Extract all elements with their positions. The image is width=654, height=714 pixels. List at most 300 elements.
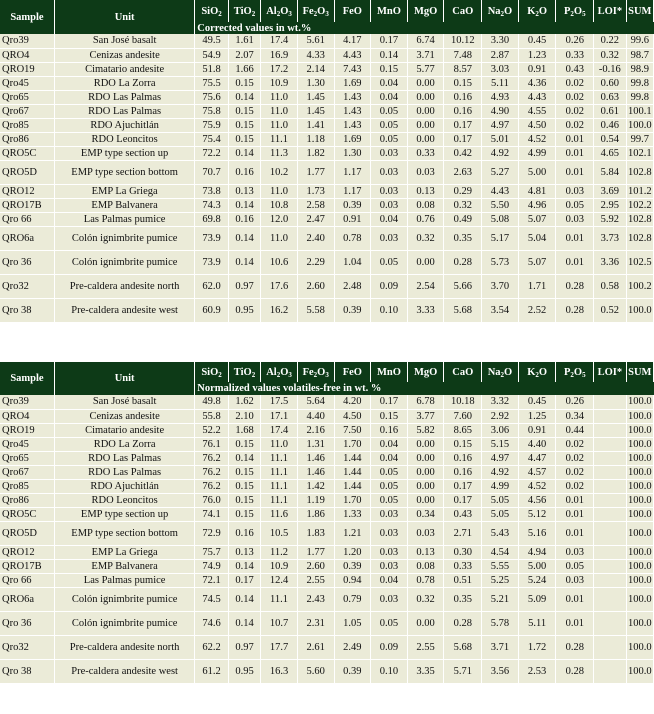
value-cell: 3.36	[594, 250, 626, 274]
unit-name: EMP type section up	[54, 146, 194, 160]
sample-id: QRO5D	[0, 521, 54, 545]
value-cell: 0.01	[556, 160, 594, 184]
value-cell: 1.83	[297, 521, 334, 545]
value-cell: 0.00	[407, 250, 444, 274]
value-cell: 100.0	[627, 396, 652, 408]
oxide-subscript: 2	[535, 9, 539, 18]
value-cell: 5.84	[594, 160, 626, 184]
value-cell	[594, 437, 626, 451]
value-cell: 1.82	[297, 146, 334, 160]
value-cell: 0.45	[518, 34, 556, 48]
value-cell: 100.0	[627, 410, 652, 422]
table-row	[0, 437, 654, 451]
sample-id: QRO17B	[0, 559, 54, 573]
value-cell: 0.15	[228, 507, 260, 521]
value-cell: 17.5	[261, 395, 298, 409]
unit-name: RDO La Zorra	[54, 76, 194, 90]
value-cell: 2.07	[228, 48, 260, 62]
value-cell: 0.01	[556, 226, 594, 250]
table-row	[0, 132, 654, 146]
value-cell: 0.32	[407, 226, 444, 250]
value-cell: 11.0	[261, 90, 298, 104]
value-cell: 0.05	[371, 493, 408, 507]
value-cell: 5.73	[482, 250, 519, 274]
value-cell: 0.28	[556, 659, 594, 683]
value-cell: 5.17	[482, 226, 519, 250]
value-cell: 0.58	[594, 274, 626, 298]
value-cell: 0.28	[556, 274, 594, 298]
sample-id: Qro 38	[0, 659, 54, 683]
value-cell: 2.92	[482, 409, 519, 423]
normalized-values-table	[0, 362, 654, 684]
value-cell	[594, 423, 626, 437]
value-cell: 74.3	[195, 198, 229, 212]
value-cell: 0.04	[371, 212, 408, 226]
value-cell: 0.03	[371, 521, 408, 545]
column-header-oxide	[518, 0, 556, 22]
value-cell: 6.74	[407, 34, 444, 48]
value-cell: 0.14	[228, 559, 260, 573]
value-cell: 2.48	[334, 274, 371, 298]
value-cell: 0.15	[371, 62, 408, 76]
value-cell: 0.39	[334, 198, 371, 212]
value-cell: 5.68	[444, 635, 482, 659]
sample-id: Qro86	[0, 132, 54, 146]
value-cell: 10.8	[261, 198, 298, 212]
value-cell: 52.2	[195, 423, 229, 437]
value-cell: 1.70	[334, 493, 371, 507]
value-cell: 0.01	[556, 146, 594, 160]
value-cell: 0.00	[407, 493, 444, 507]
value-cell: 0.10	[371, 659, 408, 683]
oxide-symbol: TiO	[233, 366, 252, 378]
value-cell: 5.77	[407, 62, 444, 76]
value-cell: 16.2	[261, 298, 298, 322]
value-cell: 2.47	[297, 212, 334, 226]
value-cell: 99.8	[626, 90, 653, 104]
value-cell: 0.03	[371, 226, 408, 250]
value-cell: 0.17	[371, 395, 408, 409]
value-cell: 0.03	[371, 507, 408, 521]
value-cell: 1.86	[297, 507, 334, 521]
value-cell: 5.55	[482, 559, 519, 573]
value-cell: 5.64	[297, 395, 334, 409]
value-cell: 1.31	[297, 437, 334, 451]
value-cell: 100.0	[626, 611, 653, 635]
value-cell: 4.17	[334, 34, 371, 48]
unit-name: Pre-caldera andesite north	[54, 274, 194, 298]
oxide-symbol: P	[564, 5, 571, 17]
value-cell: 1.17	[334, 160, 371, 184]
value-cell: 5.71	[444, 659, 482, 683]
value-cell: 2.63	[444, 160, 482, 184]
oxide-symbol-rest: O	[504, 5, 513, 17]
value-cell: 11.1	[261, 587, 298, 611]
value-cell: 8.57	[444, 62, 482, 76]
value-cell: 0.02	[556, 451, 594, 465]
value-cell: 0.39	[334, 659, 371, 683]
value-cell: 2.61	[297, 635, 334, 659]
oxide-subscript: 2	[535, 370, 539, 379]
value-cell: 0.02	[556, 479, 594, 493]
value-cell: 4.99	[518, 146, 556, 160]
value-cell: 100.0	[627, 438, 652, 450]
value-cell: 17.1	[261, 409, 298, 423]
value-cell: 62.2	[195, 635, 229, 659]
value-cell: 0.16	[228, 160, 260, 184]
value-cell: 0.26	[556, 395, 594, 409]
value-cell: 2.29	[297, 250, 334, 274]
value-cell: 0.03	[371, 545, 408, 559]
value-cell: 0.16	[444, 451, 482, 465]
value-cell: 4.90	[482, 104, 519, 118]
value-cell: 0.32	[594, 48, 626, 62]
unit-name: RDO Las Palmas	[54, 90, 194, 104]
sample-id: Qro32	[0, 274, 54, 298]
value-cell	[594, 395, 626, 409]
value-cell: 4.43	[334, 48, 371, 62]
oxide-subscript: 2	[570, 370, 574, 379]
value-cell: 2.95	[594, 198, 626, 212]
value-cell: 4.36	[518, 76, 556, 90]
value-cell: 72.9	[195, 521, 229, 545]
value-cell: 1.17	[334, 184, 371, 198]
value-cell: 4.81	[518, 184, 556, 198]
column-header-oxide	[297, 362, 334, 382]
oxide-symbol: TiO	[233, 5, 252, 17]
value-cell: 100.0	[627, 560, 652, 572]
value-cell: 0.00	[407, 437, 444, 451]
value-cell: 0.00	[407, 76, 444, 90]
value-cell: 3.77	[407, 409, 444, 423]
oxide-symbol-rest: O	[317, 5, 326, 17]
value-cell: 75.6	[195, 90, 229, 104]
value-cell: 5.43	[482, 521, 519, 545]
value-cell: 1.70	[334, 437, 371, 451]
value-cell	[594, 545, 626, 559]
column-header-oxide	[261, 0, 298, 22]
value-cell: 0.03	[371, 587, 408, 611]
value-cell: 75.7	[195, 545, 229, 559]
value-cell: 1.69	[334, 132, 371, 146]
value-cell: 4.97	[482, 451, 519, 465]
value-cell: 11.3	[261, 146, 298, 160]
value-cell: 0.15	[228, 104, 260, 118]
value-cell: 0.05	[371, 465, 408, 479]
value-cell: 102.1	[627, 147, 652, 159]
value-cell: 4.97	[482, 118, 519, 132]
sample-id: QRO6a	[0, 587, 54, 611]
value-cell: 0.28	[444, 250, 482, 274]
value-cell: 99.6	[626, 34, 653, 48]
oxide-symbol: Al	[266, 366, 277, 378]
table-row	[0, 545, 654, 559]
value-cell: 11.0	[261, 104, 298, 118]
value-cell: 0.00	[407, 611, 444, 635]
value-cell: 1.43	[334, 118, 371, 132]
oxide-symbol-rest: O	[573, 366, 583, 378]
value-cell: 0.33	[444, 559, 482, 573]
value-cell: 70.7	[195, 160, 229, 184]
value-cell: 0.05	[371, 104, 408, 118]
value-cell: 0.03	[371, 160, 408, 184]
value-cell: 2.58	[297, 198, 334, 212]
oxide-subscript: 3	[325, 370, 329, 379]
value-cell: 12.0	[261, 212, 298, 226]
table-caption: Corrected values in wt.%	[195, 22, 654, 34]
unit-name: Pre-caldera andesite west	[54, 659, 194, 683]
oxide-symbol-rest: O	[538, 5, 548, 17]
value-cell: 7.48	[444, 48, 482, 62]
oxide-symbol-rest: O	[280, 5, 289, 17]
value-cell: 0.01	[556, 611, 594, 635]
value-cell: 0.10	[371, 298, 408, 322]
table-row	[0, 160, 654, 184]
value-cell: 4.43	[518, 90, 556, 104]
value-cell: 0.33	[556, 48, 594, 62]
value-cell: 17.4	[261, 34, 298, 48]
sample-id: Qro65	[0, 451, 54, 465]
value-cell: 11.1	[261, 479, 298, 493]
oxide-symbol: Fe	[302, 366, 314, 378]
column-header-oxide	[556, 362, 594, 382]
value-cell: 0.00	[407, 118, 444, 132]
oxide-symbol: LOI*	[597, 366, 623, 378]
column-header-oxide	[228, 362, 260, 382]
value-cell: 0.15	[228, 437, 260, 451]
value-cell: 102.8	[626, 226, 653, 250]
header-row	[0, 0, 654, 22]
value-cell	[594, 507, 626, 521]
value-cell: 0.78	[334, 226, 371, 250]
oxide-symbol: P	[564, 366, 571, 378]
table-row	[0, 226, 654, 250]
value-cell: 11.2	[261, 545, 298, 559]
value-cell: 0.35	[444, 226, 482, 250]
value-cell: 0.02	[556, 76, 594, 90]
unit-name: Las Palmas pumice	[54, 212, 194, 226]
value-cell: 0.28	[444, 611, 482, 635]
table-row	[0, 521, 654, 545]
value-cell: 11.6	[261, 507, 298, 521]
value-cell: 0.14	[228, 250, 260, 274]
sample-id: QRO6a	[0, 226, 54, 250]
value-cell: 5.92	[594, 212, 626, 226]
value-cell: 1.45	[297, 90, 334, 104]
column-header-oxide	[444, 362, 482, 382]
value-cell: 0.02	[556, 465, 594, 479]
sample-id: QRO5D	[0, 160, 54, 184]
column-header-oxide	[228, 0, 260, 22]
value-cell: 5.00	[518, 160, 556, 184]
value-cell: 5.24	[518, 573, 556, 587]
value-cell: 61.2	[195, 659, 229, 683]
table-row	[0, 611, 654, 635]
value-cell: 3.03	[482, 62, 519, 76]
value-cell: 0.16	[444, 465, 482, 479]
value-cell: 5.09	[518, 587, 556, 611]
value-cell: 76.1	[195, 437, 229, 451]
value-cell: 5.78	[482, 611, 519, 635]
value-cell: 17.7	[261, 635, 298, 659]
value-cell: 5.01	[482, 132, 519, 146]
value-cell: 2.10	[228, 409, 260, 423]
value-cell: 11.1	[261, 132, 298, 146]
value-cell: 0.15	[228, 465, 260, 479]
unit-name: Colón ignimbrite pumice	[54, 250, 194, 274]
value-cell	[594, 521, 626, 545]
value-cell: 4.47	[518, 451, 556, 465]
value-cell: 0.14	[228, 226, 260, 250]
column-header-oxide	[371, 0, 408, 22]
value-cell: 0.01	[556, 507, 594, 521]
value-cell: 17.2	[261, 62, 298, 76]
value-cell: 3.32	[482, 395, 519, 409]
value-cell: 0.17	[444, 132, 482, 146]
value-cell: 0.14	[371, 48, 408, 62]
value-cell: 69.8	[195, 212, 229, 226]
oxide-symbol: MgO	[413, 366, 438, 378]
sample-id: Qro67	[0, 465, 54, 479]
value-cell: 3.06	[482, 423, 519, 437]
value-cell: 75.9	[195, 118, 229, 132]
value-cell: 0.00	[407, 90, 444, 104]
value-cell: 0.32	[407, 587, 444, 611]
value-cell: 5.25	[482, 573, 519, 587]
value-cell: 0.14	[228, 146, 260, 160]
value-cell: 0.63	[594, 90, 626, 104]
value-cell: 5.16	[518, 521, 556, 545]
value-cell: 4.40	[518, 437, 556, 451]
oxide-symbol: Na	[487, 366, 501, 378]
column-header-sample: Sample	[0, 362, 54, 395]
value-cell: 0.08	[407, 559, 444, 573]
column-header-oxide	[444, 0, 482, 22]
value-cell: 0.30	[444, 545, 482, 559]
unit-name: EMP type section bottom	[54, 160, 194, 184]
table-row	[0, 48, 654, 62]
value-cell: 0.51	[444, 573, 482, 587]
table-row	[0, 90, 654, 104]
table-row	[0, 479, 654, 493]
oxide-subscript: 2	[276, 370, 281, 379]
value-cell: 0.05	[371, 479, 408, 493]
oxide-symbol: MnO	[377, 5, 401, 17]
value-cell: 5.27	[482, 160, 519, 184]
sample-id: Qro65	[0, 90, 54, 104]
table-row	[0, 465, 654, 479]
value-cell: 0.95	[228, 298, 260, 322]
column-header-unit: Unit	[54, 362, 194, 395]
value-cell: 73.8	[195, 184, 229, 198]
value-cell: 101.2	[627, 185, 652, 197]
value-cell: 16.3	[261, 659, 298, 683]
value-cell: 4.96	[518, 198, 556, 212]
value-cell: 4.93	[482, 90, 519, 104]
value-cell: 74.6	[195, 611, 229, 635]
value-cell: 100.1	[627, 105, 652, 117]
value-cell: 0.46	[594, 118, 626, 132]
value-cell: 0.49	[444, 212, 482, 226]
sample-id: Qro67	[0, 104, 54, 118]
unit-name: RDO Leoncitos	[54, 493, 194, 507]
value-cell: 0.29	[444, 184, 482, 198]
value-cell: 5.07	[518, 212, 556, 226]
value-cell: 1.46	[297, 465, 334, 479]
value-cell: 0.91	[334, 212, 371, 226]
table-row	[0, 559, 654, 573]
value-cell: 0.02	[556, 104, 594, 118]
value-cell: 0.39	[334, 298, 371, 322]
value-cell: 5.66	[444, 274, 482, 298]
value-cell: 0.97	[228, 635, 260, 659]
column-header-oxide	[594, 362, 626, 382]
value-cell: 4.20	[334, 395, 371, 409]
value-cell: 4.99	[482, 479, 519, 493]
value-cell	[594, 635, 626, 659]
value-cell: 0.15	[444, 437, 482, 451]
table-row	[0, 250, 654, 274]
oxide-symbol: Al	[266, 5, 277, 17]
sample-id: QRO12	[0, 545, 54, 559]
value-cell: 0.95	[228, 659, 260, 683]
value-cell: 0.02	[556, 437, 594, 451]
value-cell: 1.21	[334, 521, 371, 545]
value-cell: 73.9	[195, 250, 229, 274]
value-cell	[594, 573, 626, 587]
value-cell: 3.73	[594, 226, 626, 250]
value-cell: 98.7	[626, 48, 653, 62]
value-cell	[594, 451, 626, 465]
unit-name: Pre-caldera andesite west	[54, 298, 194, 322]
value-cell: 76.0	[195, 493, 229, 507]
value-cell: 1.30	[297, 76, 334, 90]
unit-name: Cimatario andesite	[54, 423, 194, 437]
value-cell: 4.92	[482, 146, 519, 160]
oxide-symbol: SiO	[201, 366, 219, 378]
sample-id: Qro45	[0, 76, 54, 90]
value-cell: 1.72	[518, 635, 556, 659]
unit-name: EMP La Griega	[54, 184, 194, 198]
value-cell: 4.52	[518, 479, 556, 493]
oxide-subscript: 3	[288, 9, 292, 18]
table-row	[0, 212, 654, 226]
value-cell: 5.61	[297, 34, 334, 48]
table-row	[0, 573, 654, 587]
value-cell: 73.9	[195, 226, 229, 250]
sample-id: QRO5C	[0, 146, 54, 160]
table-row	[0, 146, 654, 160]
sample-id: QRO12	[0, 184, 54, 198]
value-cell: 74.1	[195, 507, 229, 521]
column-header-oxide	[195, 362, 229, 382]
value-cell: 100.0	[627, 424, 652, 436]
corrected-values-table	[0, 0, 654, 323]
value-cell: 2.52	[518, 298, 556, 322]
unit-name: Cimatario andesite	[54, 62, 194, 76]
value-cell: 0.17	[371, 34, 408, 48]
value-cell: 10.5	[261, 521, 298, 545]
value-cell: 100.0	[627, 480, 652, 492]
value-cell: 100.2	[626, 274, 653, 298]
value-cell: 0.01	[556, 521, 594, 545]
value-cell: 1.46	[297, 451, 334, 465]
table-row	[0, 395, 654, 409]
oxide-symbol-rest: O	[280, 366, 289, 378]
unit-name: Las Palmas pumice	[54, 573, 194, 587]
value-cell: 0.78	[407, 573, 444, 587]
unit-name: EMP type section up	[54, 507, 194, 521]
